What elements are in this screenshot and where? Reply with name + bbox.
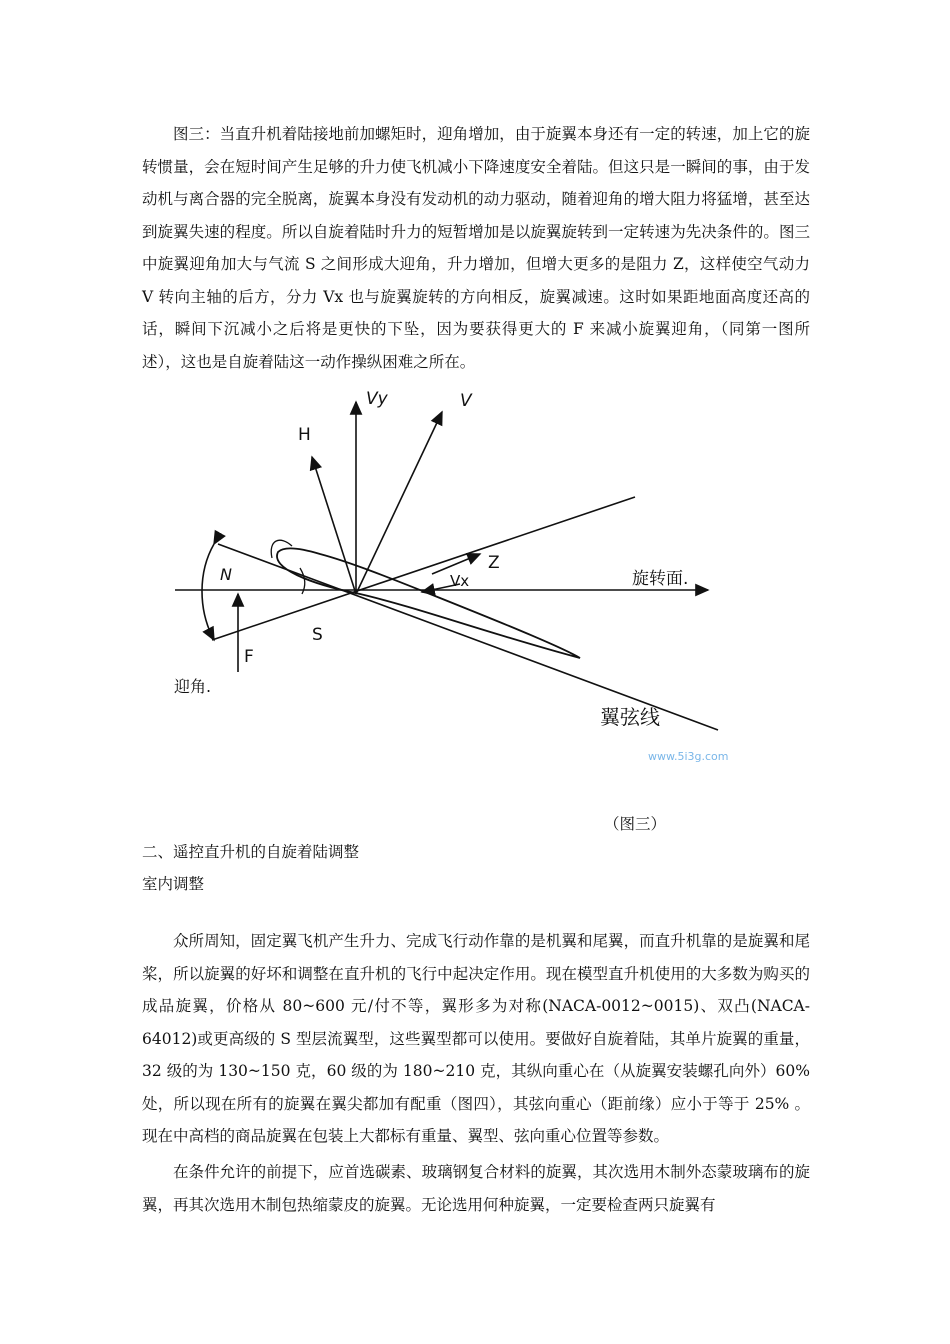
label-v: V xyxy=(460,391,472,411)
label-rotation-plane: 旋转面. xyxy=(632,569,689,589)
label-f: F xyxy=(244,647,254,667)
vector-h xyxy=(312,457,356,594)
label-s: S xyxy=(312,625,323,645)
paragraph-rotor-selection xyxy=(142,925,810,1153)
label-attack-angle: 迎角. xyxy=(174,677,212,696)
label-n: N xyxy=(220,565,232,584)
subsection-title: 室内调整 xyxy=(142,875,205,893)
label-h: H xyxy=(298,425,311,445)
figure-3-caption: （图三） xyxy=(604,815,667,833)
airflow-line xyxy=(212,497,635,640)
watermark: www.5i3g.com xyxy=(648,750,729,763)
figure-3-diagram xyxy=(160,372,800,792)
attack-angle-arc xyxy=(202,544,214,640)
label-vx: Vx xyxy=(450,572,470,590)
label-vy: Vy xyxy=(366,389,388,409)
paragraph-2-text: 众所周知，固定翼飞机产生升力、完成飞行动作靠的是机翼和尾翼，而直升机靠的是旋翼和尾桨，所以旋翼的好坏和调整在直升机的飞行中起决定作用。现在模型直升机使用的大多数为购买的成品旋翼，价格从 80~600 元/付不等，翼形多为对称(NACA-0012~0015)、双凸(NACA-64012)或更高级的 S 型层流翼型，这些翼型都可以使用。要做好自旋着陆，其单片旋翼的重量，32 级的为 130~150 克，60 级的为 180~210 克，其纵向重心在（从旋翼安装螺孔向外）60% 处，所以现在所有的旋翼在翼尖都加有配重（图四），其弦向重心（距前缘）应小于等于 25% 。现在中高档的商品旋翼在包装上大都标有重量、翼型、弦向重心位置等参数。 xyxy=(142,932,810,1145)
section-title: 二、遥控直升机的自旋着陆调整 xyxy=(142,843,360,861)
paragraph-1-text: 图三：当直升机着陆接地前加螺矩时，迎角增加，由于旋翼本身还有一定的转速，加上它的旋转惯量，会在短时间产生足够的升力使飞机减小下降速度安全着陆。但这只是一瞬间的事，由于发动机与离合器的完全脱离，旋翼本身没有发动机的动力驱动，随着迎角的增大阻力将猛增，甚至达到旋翼失速的程度。所以自旋着陆时升力的短暂增加是以旋翼旋转到一定转速为先决条件的。图三中旋翼迎角加大与气流 S 之间形成大迎角，升力增加，但增大更多的是阻力 Z，这样使空气动力 V 转向主轴的后方，分力 Vx 也与旋翼旋转的方向相反，旋翼减速。这时如果距地面高度还高的话，瞬间下沉减小之后将是更快的下坠，因为要获得更大的 F 来减小旋翼迎角，（同第一图所述），这也是自旋着陆这一动作操纵困难之所在。 xyxy=(142,125,810,371)
label-z: Z xyxy=(488,553,500,573)
paragraph-rotor-materials xyxy=(142,1156,810,1221)
label-chord-line: 翼弦线 xyxy=(600,705,660,729)
paragraph-3-text: 在条件允许的前提下，应首选碳素、玻璃钢复合材料的旋翼，其次选用木制外态蒙玻璃布的旋翼，再其次选用木制包热缩蒙皮的旋翼。无论选用何种旋翼，一定要检查两只旋翼有 xyxy=(142,1163,810,1214)
paragraph-figure-3-explanation xyxy=(142,118,810,378)
